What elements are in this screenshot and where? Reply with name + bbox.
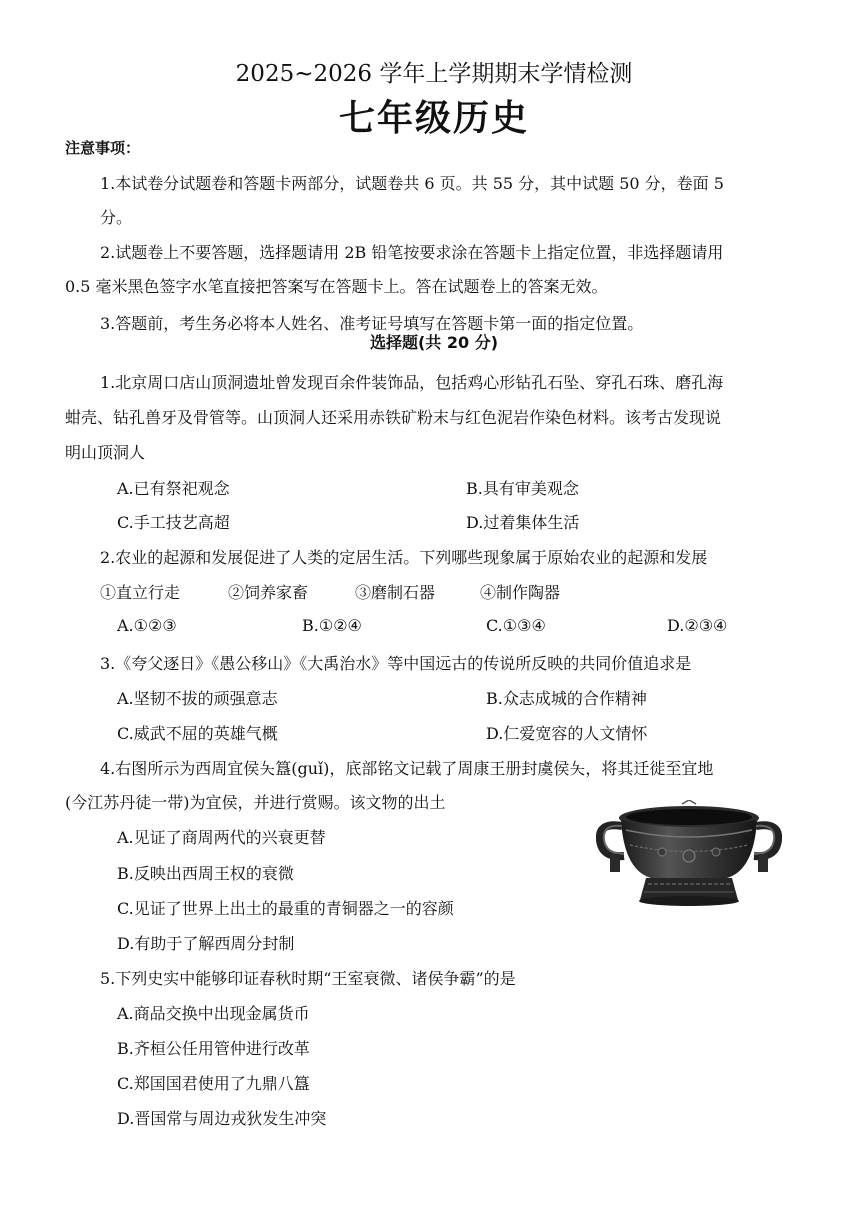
q4-stem-line1: 4.右图所示为西周宜侯夨簋(guǐ)，底部铭文记载了周康王册封虞侯夨，将其迁徙至宜地 — [100, 759, 714, 778]
q2-option-c: C.①③④ — [486, 616, 546, 635]
q1-option-c: C.手工技艺高超 — [117, 513, 230, 532]
notice-item-2-cont: 0.5 毫米黑色签字水笔直接把答案写在答题卡上。答在试题卷上的答案无效。 — [65, 277, 608, 296]
q2-stem: 2.农业的起源和发展促进了人类的定居生活。下列哪些现象属于原始农业的起源和发展 — [100, 548, 708, 567]
q2-item-3: ③磨制石器 — [355, 583, 436, 602]
exam-title: 2025~2026 学年上学期期末学情检测 — [235, 61, 633, 87]
q3-option-d: D.仁爱宽容的人文情怀 — [486, 724, 648, 743]
notice-item-1: 1.本试卷分试题卷和答题卡两部分，试题卷共 6 页。共 55 分，其中试题 50 分，卷面 5 — [100, 174, 724, 193]
q5-option-c: C.郑国国君使用了九鼎八簋 — [117, 1074, 310, 1093]
q2-item-2: ②饲养家畜 — [228, 583, 309, 602]
notice-item-1-cont: 分。 — [100, 208, 133, 227]
q1-stem-line2: 蚶壳、钻孔兽牙及骨管等。山顶洞人还采用赤铁矿粉末与红色泥岩作染色材料。该考古发现说 — [65, 408, 722, 427]
q5-option-d: D.晋国常与周边戎狄发生冲突 — [117, 1109, 327, 1128]
notice-item-2: 2.试题卷上不要答题，选择题请用 2B 铅笔按要求涂在答题卡上指定位置，非选择题请用 — [100, 243, 724, 262]
q1-option-b: B.具有审美观念 — [466, 479, 579, 498]
q5-option-b: B.齐桓公任用管仲进行改革 — [117, 1039, 310, 1058]
q5-option-a: A.商品交换中出现金属货币 — [117, 1004, 310, 1023]
q2-option-d: D.②③④ — [667, 616, 728, 635]
q1-stem-line3: 明山顶洞人 — [65, 443, 146, 462]
q3-stem: 3.《夸父逐日》《愚公移山》《大禹治水》等中国远古的传说所反映的共同价值追求是 — [100, 654, 692, 673]
q3-option-c: C.威武不屈的英雄气概 — [117, 724, 278, 743]
q4-option-a: A.见证了商周两代的兴衰更替 — [117, 828, 326, 847]
q1-option-a: A.已有祭祀观念 — [117, 479, 230, 498]
q4-option-c: C.见证了世界上出土的最重的青铜器之一的容颜 — [117, 899, 454, 918]
q2-item-1: ①直立行走 — [100, 583, 181, 602]
section-title: 选择题(共 20 分) — [369, 333, 499, 352]
q3-option-a: A.坚韧不拔的顽强意志 — [117, 689, 278, 708]
q2-option-a: A.①②③ — [117, 616, 177, 635]
q3-option-b: B.众志成城的合作精神 — [486, 689, 647, 708]
q1-stem-line1: 1.北京周口店山顶洞遗址曾发现百余件装饰品，包括鸡心形钻孔石坠、穿孔石珠、磨孔海 — [100, 373, 724, 392]
bronze-gui-vessel-image — [596, 800, 782, 915]
notice-item-3: 3.答题前，考生务必将本人姓名、准考证号填写在答题卡第一面的指定位置。 — [100, 314, 644, 333]
subject-title: 七年级历史 — [338, 97, 529, 139]
q4-option-d: D.有助于了解西周分封制 — [117, 934, 295, 953]
q4-option-b: B.反映出西周王权的衰微 — [117, 864, 294, 883]
q5-stem: 5.下列史实中能够印证春秋时期“王室衰微、诸侯争霸”的是 — [100, 969, 516, 988]
q1-option-d: D.过着集体生活 — [466, 513, 580, 532]
q2-item-4: ④制作陶器 — [480, 583, 561, 602]
q2-option-b: B.①②④ — [302, 616, 362, 635]
notice-heading: 注意事项： — [65, 139, 141, 157]
q4-stem-line2: (今江苏丹徒一带)为宜侯，并进行赏赐。该文物的出土 — [65, 793, 446, 812]
